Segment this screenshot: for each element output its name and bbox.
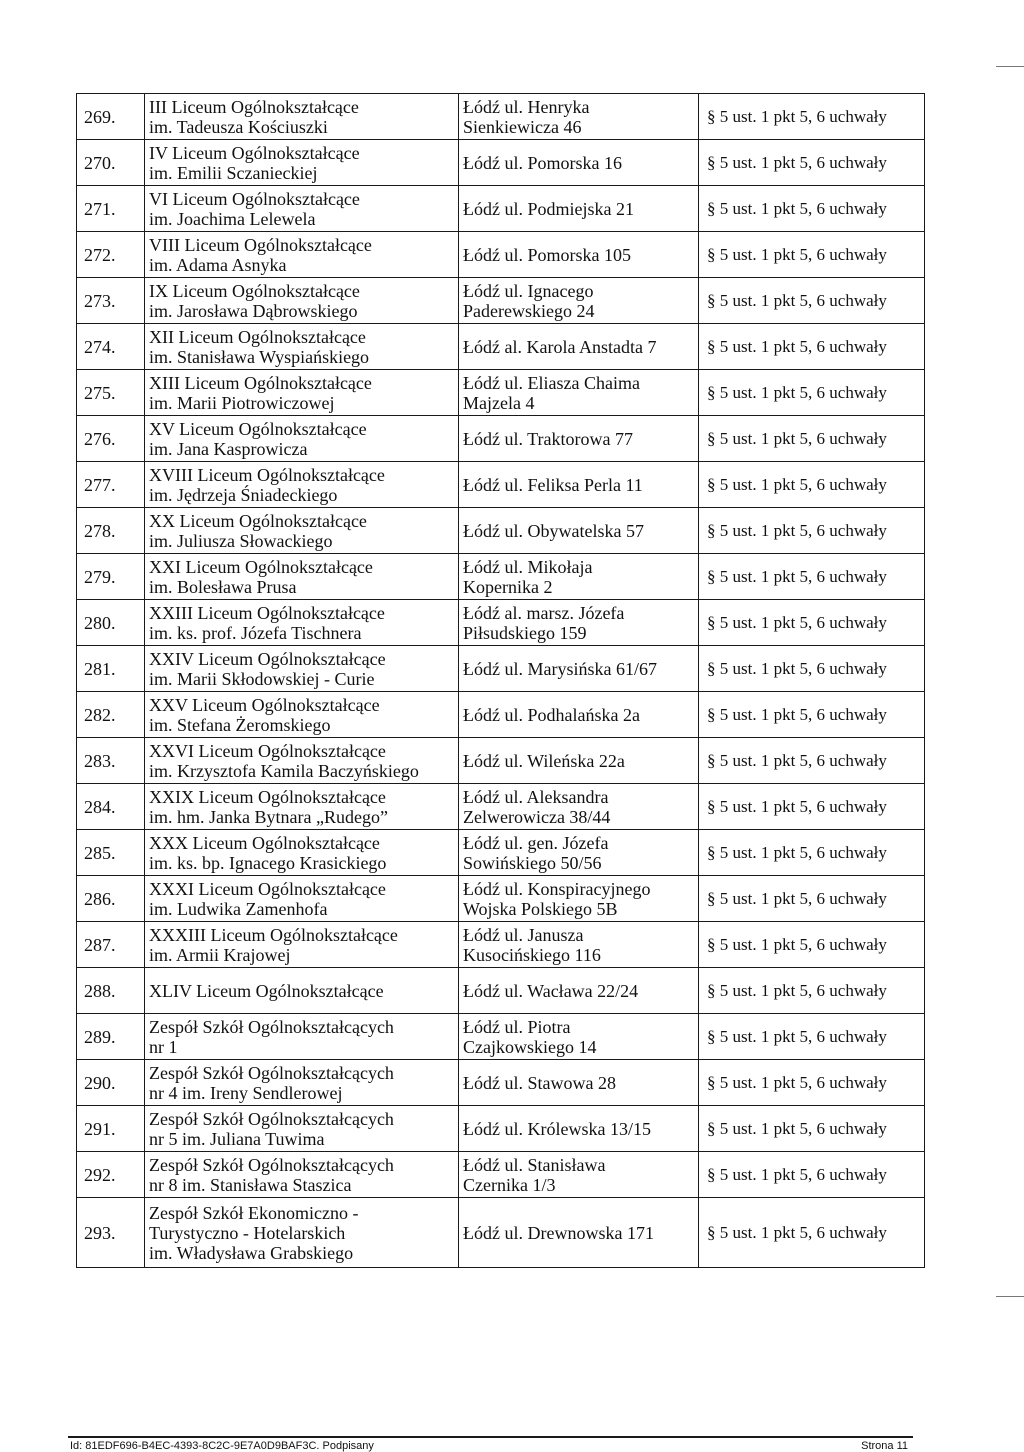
- address-line: Kopernika 2: [463, 576, 553, 597]
- row-number: 288.: [77, 968, 145, 1014]
- school-name-line: XIII Liceum Ogólnokształcące: [149, 372, 372, 393]
- table-row: [77, 278, 925, 324]
- address-line: Czernika 1/3: [463, 1174, 556, 1195]
- address-line: Łódź ul. Stawowa 28: [463, 1072, 616, 1093]
- address-cell: [459, 784, 699, 830]
- row-number: 271.: [77, 186, 145, 232]
- school-name-line: VIII Liceum Ogólnokształcące: [149, 234, 372, 255]
- address-line: Łódź ul. Wileńska 22a: [463, 750, 625, 771]
- address-cell: [459, 324, 699, 370]
- legal-basis-cell: § 5 ust. 1 pkt 5, 6 uchwały: [699, 1152, 925, 1198]
- row-number: 280.: [77, 600, 145, 646]
- school-name-line: im. Joachima Lelewela: [149, 208, 316, 229]
- school-name-line: Zespół Szkół Ogólnokształcących: [149, 1154, 394, 1175]
- row-number: 283.: [77, 738, 145, 784]
- legal-basis-cell: § 5 ust. 1 pkt 5, 6 uchwały: [699, 1198, 925, 1268]
- address-line: Łódź ul. Wacława 22/24: [463, 980, 639, 1001]
- table-row: [77, 692, 925, 738]
- school-name-line: Turystyczno - Hotelarskich: [149, 1222, 346, 1243]
- address-cell: [459, 830, 699, 876]
- school-name-line: XXIV Liceum Ogólnokształcące: [149, 648, 386, 669]
- school-name-cell: [145, 508, 459, 554]
- address-cell: [459, 416, 699, 462]
- school-name-line: XXXI Liceum Ogólnokształcące: [149, 878, 386, 899]
- school-name-line: im. hm. Janka Bytnara „Rudego”: [149, 806, 388, 827]
- school-name-cell: [145, 94, 459, 140]
- address-line: Sowińskiego 50/56: [463, 852, 602, 873]
- table-row: [77, 876, 925, 922]
- address-line: Łódź ul. Ignacego: [463, 280, 594, 301]
- address-cell: [459, 968, 699, 1014]
- legal-basis-cell: § 5 ust. 1 pkt 5, 6 uchwały: [699, 1060, 925, 1106]
- school-name-line: im. ks. bp. Ignacego Krasickiego: [149, 852, 387, 873]
- table-row: [77, 1014, 925, 1060]
- address-line: Łódź ul. Stanisława: [463, 1154, 606, 1175]
- legal-basis-cell: § 5 ust. 1 pkt 5, 6 uchwały: [699, 922, 925, 968]
- legal-basis-cell: § 5 ust. 1 pkt 5, 6 uchwały: [699, 324, 925, 370]
- school-name-line: XXX Liceum Ogólnokształcące: [149, 832, 380, 853]
- school-name-cell: [145, 140, 459, 186]
- school-name-line: Zespół Szkół Ekonomiczno -: [149, 1202, 359, 1223]
- address-line: Łódź ul. Eliasza Chaima: [463, 372, 640, 393]
- school-name-cell: [145, 416, 459, 462]
- legal-basis-cell: § 5 ust. 1 pkt 5, 6 uchwały: [699, 646, 925, 692]
- address-line: Sienkiewicza 46: [463, 116, 582, 137]
- school-name-cell: [145, 646, 459, 692]
- school-name-line: III Liceum Ogólnokształcące: [149, 96, 359, 117]
- school-name-line: XXI Liceum Ogólnokształcące: [149, 556, 373, 577]
- school-name-line: nr 5 im. Juliana Tuwima: [149, 1128, 325, 1149]
- school-name-cell: [145, 922, 459, 968]
- school-name-cell: [145, 692, 459, 738]
- school-name-line: im. Stanisława Wyspiańskiego: [149, 346, 370, 367]
- school-name-line: im. Stefana Żeromskiego: [149, 714, 331, 735]
- school-name-line: im. Bolesława Prusa: [149, 576, 297, 597]
- table-body: [77, 94, 925, 1268]
- address-line: Kusocińskiego 116: [463, 944, 601, 965]
- table-row: [77, 738, 925, 784]
- address-line: Łódź ul. Królewska 13/15: [463, 1118, 651, 1139]
- address-cell: [459, 692, 699, 738]
- address-cell: [459, 462, 699, 508]
- row-number: 270.: [77, 140, 145, 186]
- school-name-line: im. Emilii Sczanieckiej: [149, 162, 318, 183]
- table-row: [77, 232, 925, 278]
- address-line: Zelwerowicza 38/44: [463, 806, 611, 827]
- school-name-line: XVIII Liceum Ogólnokształcące: [149, 464, 385, 485]
- address-line: Łódź ul. Obywatelska 57: [463, 520, 644, 541]
- table-row: [77, 508, 925, 554]
- row-number: 286.: [77, 876, 145, 922]
- address-cell: [459, 600, 699, 646]
- school-name-cell: [145, 784, 459, 830]
- school-name-line: nr 8 im. Stanisława Staszica: [149, 1174, 352, 1195]
- row-number: 287.: [77, 922, 145, 968]
- row-number: 292.: [77, 1152, 145, 1198]
- legal-basis-cell: § 5 ust. 1 pkt 5, 6 uchwały: [699, 692, 925, 738]
- address-cell: [459, 1106, 699, 1152]
- school-name-line: im. Tadeusza Kościuszki: [149, 116, 328, 137]
- table-row: [77, 462, 925, 508]
- school-name-cell: [145, 1014, 459, 1060]
- address-cell: [459, 94, 699, 140]
- school-name-line: XLIV Liceum Ogólnokształcące: [149, 980, 384, 1001]
- address-cell: [459, 370, 699, 416]
- row-number: 279.: [77, 554, 145, 600]
- address-cell: [459, 922, 699, 968]
- address-line: Łódź ul. Marysińska 61/67: [463, 658, 657, 679]
- address-cell: [459, 1060, 699, 1106]
- school-list-table: [76, 93, 925, 1268]
- school-name-line: im. Jana Kasprowicza: [149, 438, 308, 459]
- address-cell: [459, 508, 699, 554]
- school-name-cell: [145, 738, 459, 784]
- table-row: [77, 784, 925, 830]
- table-row: [77, 600, 925, 646]
- school-name-line: im. Adama Asnyka: [149, 254, 287, 275]
- row-number: 269.: [77, 94, 145, 140]
- row-number: 293.: [77, 1198, 145, 1268]
- address-line: Czajkowskiego 14: [463, 1036, 597, 1057]
- school-name-line: XV Liceum Ogólnokształcące: [149, 418, 367, 439]
- address-line: Łódź ul. Henryka: [463, 96, 590, 117]
- school-name-line: XXIX Liceum Ogólnokształcące: [149, 786, 386, 807]
- school-name-cell: [145, 600, 459, 646]
- row-number: 278.: [77, 508, 145, 554]
- address-cell: [459, 232, 699, 278]
- row-number: 291.: [77, 1106, 145, 1152]
- row-number: 273.: [77, 278, 145, 324]
- legal-basis-cell: § 5 ust. 1 pkt 5, 6 uchwały: [699, 508, 925, 554]
- row-number: 276.: [77, 416, 145, 462]
- school-name-line: im. Marii Skłodowskiej - Curie: [149, 668, 375, 689]
- address-line: Łódź al. Karola Anstadta 7: [463, 336, 657, 357]
- school-name-line: im. Krzysztofa Kamila Baczyńskiego: [149, 760, 419, 781]
- address-cell: [459, 1152, 699, 1198]
- row-number: 285.: [77, 830, 145, 876]
- row-number: 277.: [77, 462, 145, 508]
- table-row: [77, 646, 925, 692]
- address-line: Łódź ul. Aleksandra: [463, 786, 609, 807]
- legal-basis-cell: § 5 ust. 1 pkt 5, 6 uchwały: [699, 462, 925, 508]
- school-name-line: im. Jędrzeja Śniadeckiego: [149, 484, 338, 505]
- table-row: [77, 1152, 925, 1198]
- address-line: Łódź ul. Feliksa Perla 11: [463, 474, 643, 495]
- school-name-cell: [145, 370, 459, 416]
- address-line: Łódź ul. Drewnowska 171: [463, 1222, 654, 1243]
- address-line: Łódź ul. gen. Józefa: [463, 832, 609, 853]
- legal-basis-cell: § 5 ust. 1 pkt 5, 6 uchwały: [699, 876, 925, 922]
- school-name-line: Zespół Szkół Ogólnokształcących: [149, 1062, 394, 1083]
- address-line: Łódź ul. Mikołaja: [463, 556, 593, 577]
- address-cell: [459, 554, 699, 600]
- school-name-line: im. Marii Piotrowiczowej: [149, 392, 335, 413]
- school-name-cell: [145, 830, 459, 876]
- address-cell: [459, 646, 699, 692]
- table-row: [77, 324, 925, 370]
- school-name-cell: [145, 278, 459, 324]
- school-name-line: im. Armii Krajowej: [149, 944, 291, 965]
- legal-basis-cell: § 5 ust. 1 pkt 5, 6 uchwały: [699, 738, 925, 784]
- row-number: 290.: [77, 1060, 145, 1106]
- school-name-cell: [145, 968, 459, 1014]
- table-row: [77, 922, 925, 968]
- table-row: [77, 830, 925, 876]
- table-row: [77, 1198, 925, 1268]
- table-row: [77, 140, 925, 186]
- row-number: 275.: [77, 370, 145, 416]
- document-id: Id: 81EDF696-B4EC-4393-8C2C-9E7A0D9BAF3C. Podpisany: [70, 1440, 374, 1452]
- address-line: Łódź al. marsz. Józefa: [463, 602, 625, 623]
- margin-mark-top: [996, 66, 1024, 67]
- table-row: [77, 554, 925, 600]
- page-number: Strona 11: [861, 1440, 908, 1452]
- address-cell: [459, 876, 699, 922]
- table-row: [77, 1106, 925, 1152]
- address-line: Piłsudskiego 159: [463, 622, 587, 643]
- address-line: Paderewskiego 24: [463, 300, 595, 321]
- school-name-cell: [145, 462, 459, 508]
- row-number: 282.: [77, 692, 145, 738]
- school-name-line: VI Liceum Ogólnokształcące: [149, 188, 360, 209]
- legal-basis-cell: § 5 ust. 1 pkt 5, 6 uchwały: [699, 186, 925, 232]
- address-line: Łódź ul. Pomorska 105: [463, 244, 631, 265]
- legal-basis-cell: § 5 ust. 1 pkt 5, 6 uchwały: [699, 1106, 925, 1152]
- address-line: Łódź ul. Podhalańska 2a: [463, 704, 640, 725]
- school-name-line: XII Liceum Ogólnokształcące: [149, 326, 366, 347]
- table-row: [77, 370, 925, 416]
- legal-basis-cell: § 5 ust. 1 pkt 5, 6 uchwały: [699, 94, 925, 140]
- address-line: Łódź ul. Janusza: [463, 924, 584, 945]
- footer-rule: [68, 1436, 913, 1438]
- school-name-cell: [145, 876, 459, 922]
- legal-basis-cell: § 5 ust. 1 pkt 5, 6 uchwały: [699, 278, 925, 324]
- school-name-line: im. Ludwika Zamenhofa: [149, 898, 328, 919]
- school-name-line: XXIII Liceum Ogólnokształcące: [149, 602, 385, 623]
- address-line: Łódź ul. Piotra: [463, 1016, 571, 1037]
- address-line: Łódź ul. Pomorska 16: [463, 152, 622, 173]
- address-cell: [459, 1198, 699, 1268]
- legal-basis-cell: § 5 ust. 1 pkt 5, 6 uchwały: [699, 784, 925, 830]
- school-name-cell: [145, 554, 459, 600]
- school-name-line: im. Jarosława Dąbrowskiego: [149, 300, 358, 321]
- legal-basis-cell: § 5 ust. 1 pkt 5, 6 uchwały: [699, 554, 925, 600]
- school-name-line: im. Władysława Grabskiego: [149, 1242, 354, 1263]
- school-name-line: XXV Liceum Ogólnokształcące: [149, 694, 380, 715]
- table-row: [77, 416, 925, 462]
- row-number: 274.: [77, 324, 145, 370]
- address-cell: [459, 1014, 699, 1060]
- address-cell: [459, 738, 699, 784]
- school-name-line: XXXIII Liceum Ogólnokształcące: [149, 924, 398, 945]
- school-name-line: im. ks. prof. Józefa Tischnera: [149, 622, 362, 643]
- table-row: [77, 186, 925, 232]
- school-name-line: Zespół Szkół Ogólnokształcących: [149, 1016, 394, 1037]
- row-number: 284.: [77, 784, 145, 830]
- address-line: Wojska Polskiego 5B: [463, 898, 618, 919]
- school-name-cell: [145, 186, 459, 232]
- row-number: 281.: [77, 646, 145, 692]
- school-name-line: XXVI Liceum Ogólnokształcące: [149, 740, 386, 761]
- school-name-line: IX Liceum Ogólnokształcące: [149, 280, 360, 301]
- row-number: 289.: [77, 1014, 145, 1060]
- address-line: Łódź ul. Traktorowa 77: [463, 428, 633, 449]
- address-cell: [459, 186, 699, 232]
- school-name-cell: [145, 1198, 459, 1268]
- address-cell: [459, 140, 699, 186]
- table-row: [77, 1060, 925, 1106]
- address-line: Łódź ul. Podmiejska 21: [463, 198, 634, 219]
- school-name-cell: [145, 324, 459, 370]
- school-name-line: XX Liceum Ogólnokształcące: [149, 510, 367, 531]
- school-name-cell: [145, 1060, 459, 1106]
- school-name-line: nr 4 im. Ireny Sendlerowej: [149, 1082, 343, 1103]
- school-name-cell: [145, 232, 459, 278]
- legal-basis-cell: § 5 ust. 1 pkt 5, 6 uchwały: [699, 416, 925, 462]
- legal-basis-cell: § 5 ust. 1 pkt 5, 6 uchwały: [699, 1014, 925, 1060]
- school-name-cell: [145, 1152, 459, 1198]
- legal-basis-cell: § 5 ust. 1 pkt 5, 6 uchwały: [699, 232, 925, 278]
- school-name-line: Zespół Szkół Ogólnokształcących: [149, 1108, 394, 1129]
- school-name-line: nr 1: [149, 1036, 178, 1057]
- legal-basis-cell: § 5 ust. 1 pkt 5, 6 uchwały: [699, 370, 925, 416]
- address-line: Łódź ul. Konspiracyjnego: [463, 878, 651, 899]
- address-line: Majzela 4: [463, 392, 535, 413]
- school-name-line: IV Liceum Ogólnokształcące: [149, 142, 360, 163]
- legal-basis-cell: § 5 ust. 1 pkt 5, 6 uchwały: [699, 968, 925, 1014]
- school-name-line: im. Juliusza Słowackiego: [149, 530, 333, 551]
- legal-basis-cell: § 5 ust. 1 pkt 5, 6 uchwały: [699, 140, 925, 186]
- margin-mark-bottom: [996, 1296, 1024, 1297]
- legal-basis-cell: § 5 ust. 1 pkt 5, 6 uchwały: [699, 600, 925, 646]
- legal-basis-cell: § 5 ust. 1 pkt 5, 6 uchwały: [699, 830, 925, 876]
- address-cell: [459, 278, 699, 324]
- table-row: [77, 968, 925, 1014]
- row-number: 272.: [77, 232, 145, 278]
- school-name-cell: [145, 1106, 459, 1152]
- table-row: [77, 94, 925, 140]
